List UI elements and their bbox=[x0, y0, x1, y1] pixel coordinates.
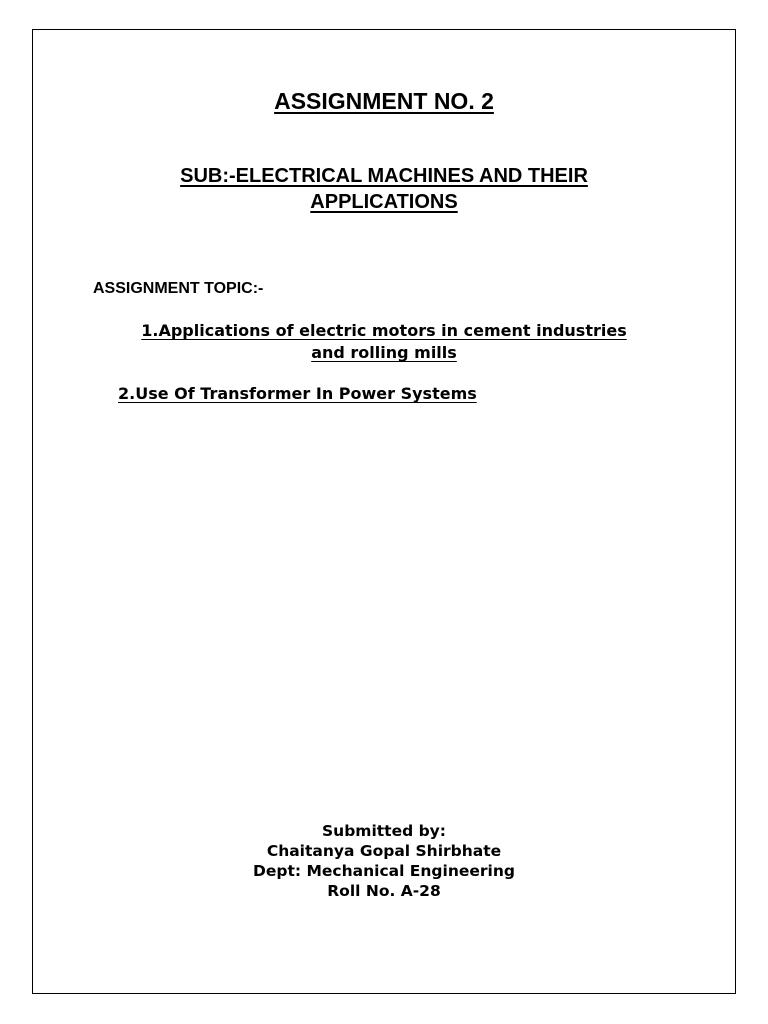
author-department: Dept: Mechanical Engineering bbox=[253, 862, 515, 880]
author-name: Chaitanya Gopal Shirbhate bbox=[266, 842, 502, 860]
author-roll-number: Roll No. A-28 bbox=[327, 882, 441, 900]
topic-1-line-1: 1.Applications of electric motors in cement industries bbox=[141, 321, 627, 340]
topic-heading: ASSIGNMENT TOPIC:- bbox=[93, 280, 264, 297]
submitted-by-label: Submitted by: bbox=[322, 822, 446, 840]
document-title: ASSIGNMENT NO. 2 bbox=[274, 88, 494, 114]
subject-line-1: SUB:-ELECTRICAL MACHINES AND THEIR bbox=[180, 165, 588, 187]
subject-line-2: APPLICATIONS bbox=[310, 191, 458, 213]
topic-2: 2.Use Of Transformer In Power Systems bbox=[118, 384, 477, 403]
topic-1-line-2: and rolling mills bbox=[311, 343, 457, 362]
